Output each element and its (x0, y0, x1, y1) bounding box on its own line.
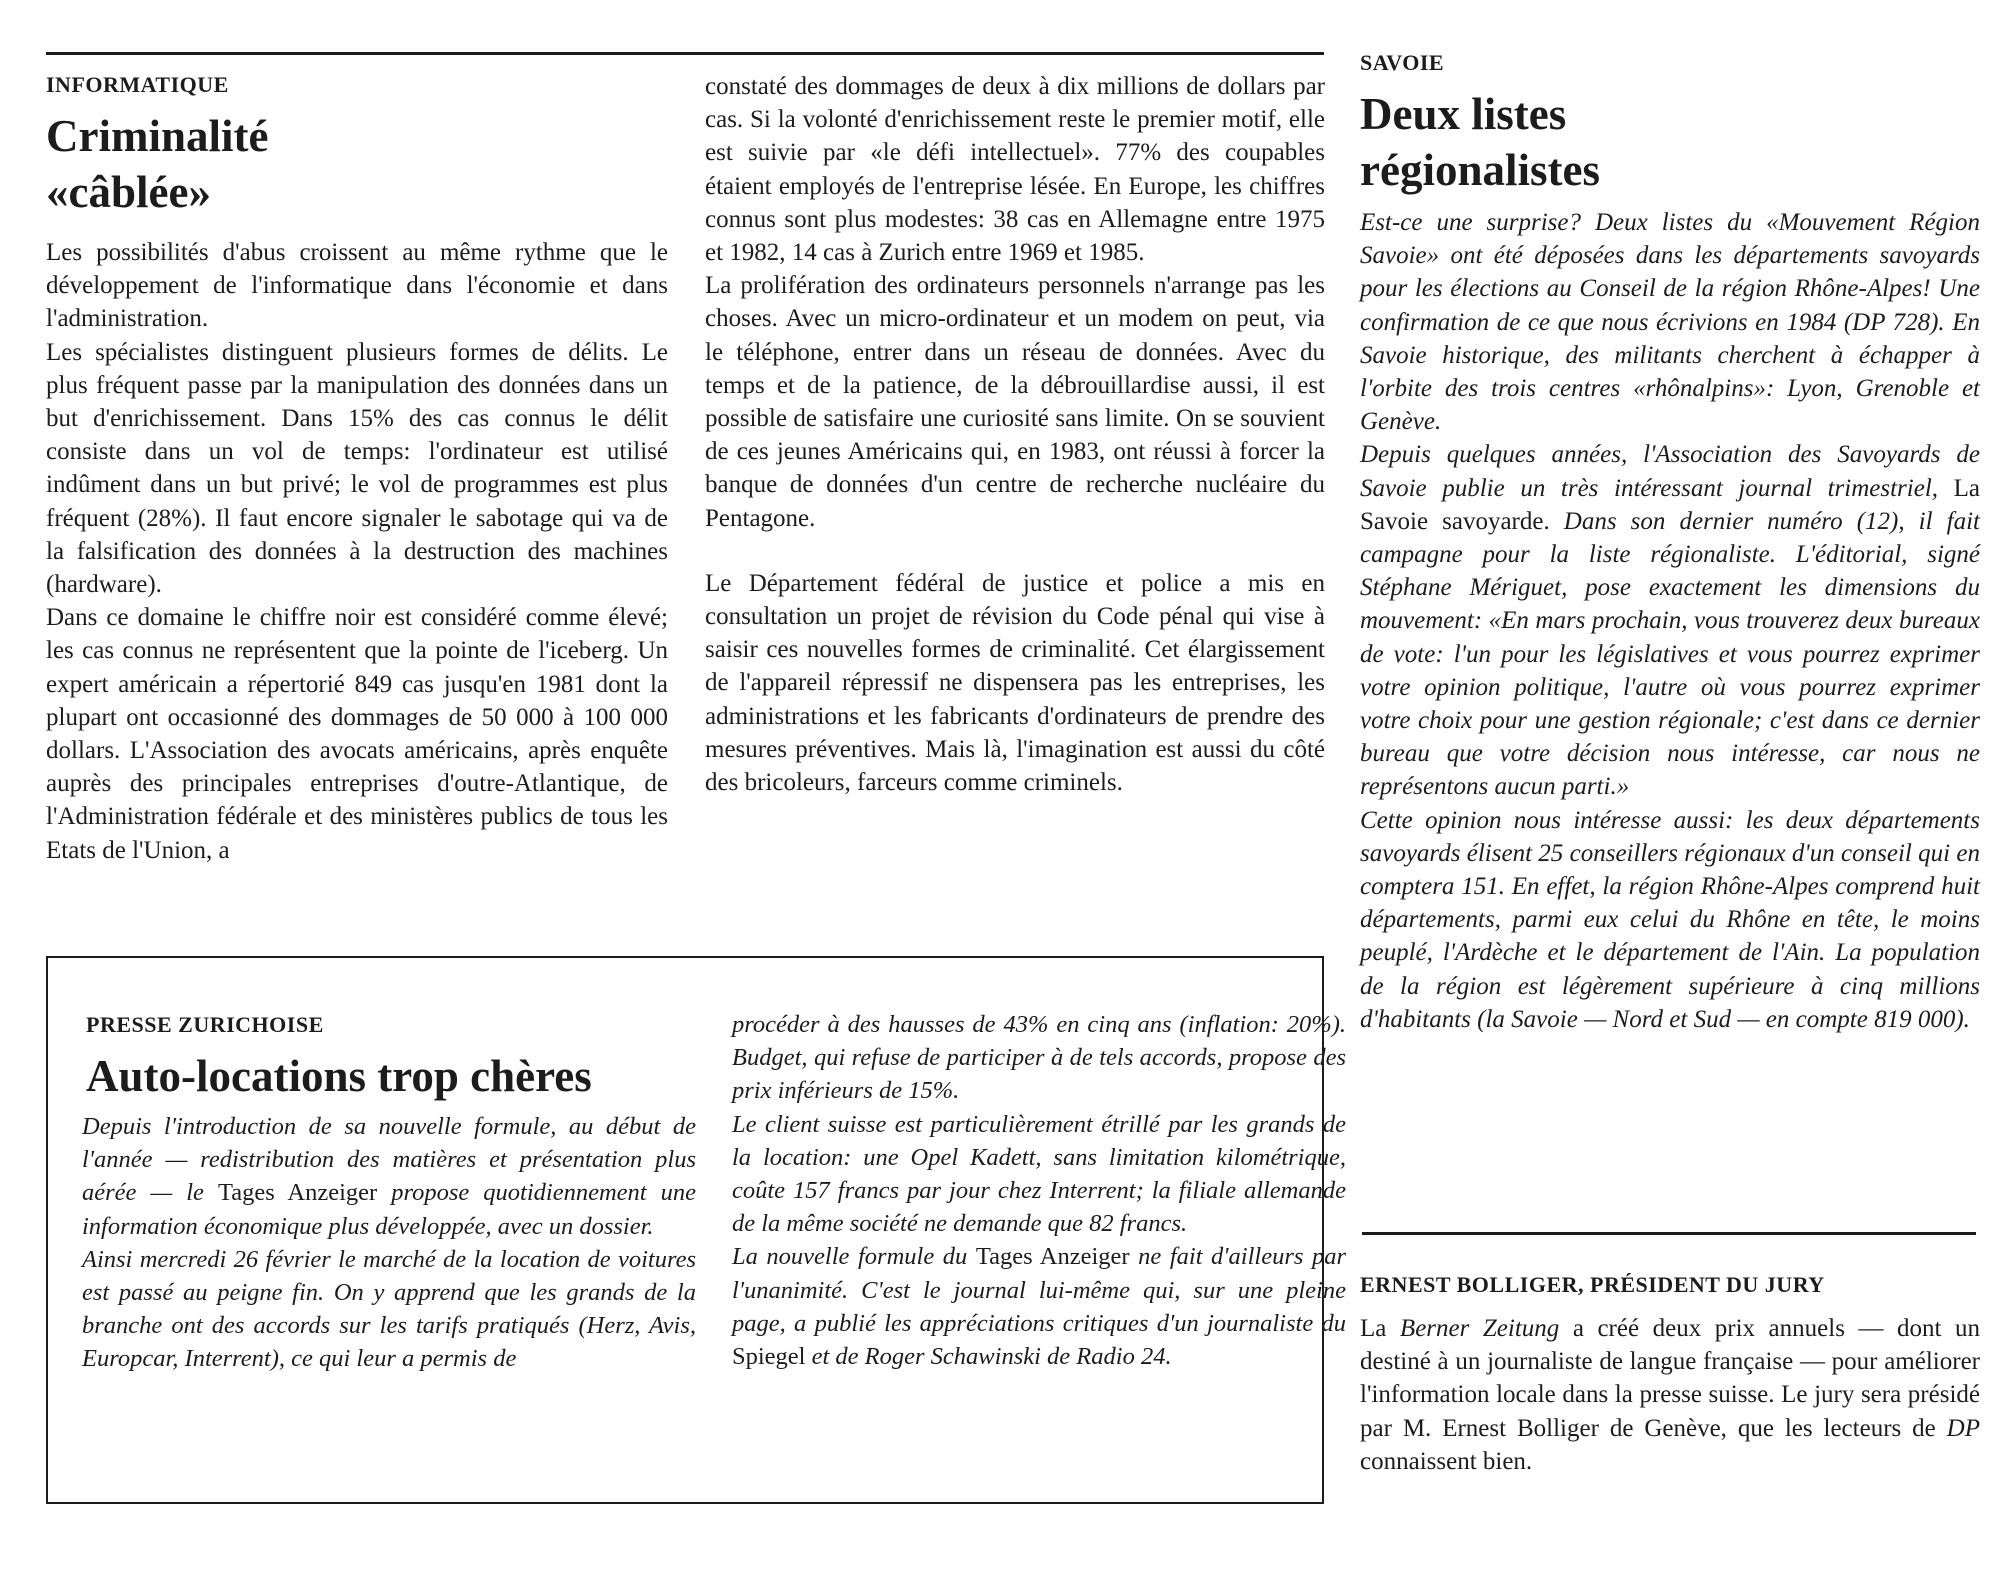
informatique-kicker: INFORMATIQUE (46, 72, 229, 97)
presse-title: Auto-locations trop chères (86, 1051, 592, 1101)
informatique-paragraph: Le Département fédéral de justice et police a mis en consultation un projet de révision du Code pénal qui vise à saisir ces nouvelles formes de criminalité. Cet élargissement de l'appareil répressif ne dispensera pas les entreprises, les administrations et les fabricants d'ordinateurs de prendre des mesures préventives. Mais là, l'imagination est aussi du côté des bricoleurs, farceurs comme criminels. (705, 569, 1325, 797)
presse-text: ne fait d'ailleurs par l'unanimité. C'est le journal lui-même qui, sur une pleine page, a publié les appréciations critiques d'un journaliste du (732, 1243, 1347, 1337)
presse-paragraph: Ainsi mercredi 26 février le marché de la location de voitures est passé au peigne fin. On y apprend que les grands de la branche ont des accords sur les tarifs pratiqués (Herz, Avis, Europcar, Interrent), ce qui leur a permis de (82, 1245, 696, 1373)
savoie-kicker: SAVOIE (1360, 50, 1445, 75)
bolliger-text: La (1360, 1315, 1400, 1342)
informatique-column-1 (46, 236, 668, 867)
savoie-paragraph: Est-ce une surprise? Deux listes du «Mouvement Région Savoie» ont été déposées dans les départements savoyards pour les élections au Conseil de la région Rhône-Alpes! Une confirmation de ce que nous écrivions en 1984 (DP 728). En Savoie historique, des militants cherchent à échapper à l'orbite des trois centres «rhônalpins»: Lyon, Grenoble et Genève. (1360, 209, 1980, 436)
informatique-title-line2: «câblée» (46, 167, 211, 217)
presse-paragraph: procéder à des hausses de 43% en cinq ans (inflation: 20%). Budget, qui refuse de participer à de tels accords, propose des prix inférieurs de 15%. (732, 1011, 1346, 1105)
savoie-title (1360, 86, 1600, 198)
tages-anzeiger-name: Tages Anzeiger (217, 1179, 378, 1207)
right-separator-rule (1362, 1232, 1976, 1235)
presse-paragraph: Le client suisse est particulièrement étrillé par les grands de la location: une Opel Kadett, sans limitation kilométrique, coûte 157 francs par jour chez Interrent; la filiale allemande de la même société ne demande que 82 francs. (732, 1110, 1346, 1238)
presse-kicker: PRESSE ZURICHOISE (86, 1012, 324, 1037)
informatique-paragraph: La prolifération des ordinateurs personnels n'arrange pas les choses. Avec un micro-ordinateur et un modem on peut, via le téléphone, entrer dans un réseau de données. Avec du temps et de la patience, de la débrouillardise aussi, il est possible de satisfaire une curiosité sans limite. On se souvient de ces jeunes Américains qui, en 1983, ont réussi à forcer la banque de données d'un centre de recherche nucléaire du Pentagone. (705, 272, 1325, 532)
tages-anzeiger-name: Tages Anzeiger (975, 1243, 1130, 1271)
bolliger-text: connaissent bien. (1360, 1447, 1533, 1475)
informatique-column-2 (705, 70, 1325, 799)
savoie-paragraph: Cette opinion nous intéresse aussi: les deux départements savoyards élisent 25 conseillers régionaux d'un conseil qui en comptera 151. En effet, la région Rhône-Alpes comprend huit départements, parmi eux celui du Rhône en tête, le moins peuplé, l'Ardèche et le département de l'Ain. La population de la région est légèrement supérieure à cinq millions d'habitants (la Savoie — Nord et Sud — en compte 819 000). (1360, 806, 1980, 1033)
dp-name: DP (1946, 1414, 1980, 1442)
informatique-paragraph: Dans ce domaine le chiffre noir est considéré comme élevé; les cas connus ne représentent que la pointe de l'iceberg. Un expert américain a répertorié 849 cas jusqu'en 1981 dont la plupart ont occasionné des dommages de 50 000 à 100 000 dollars. L'Association des avocats américains, après enquête auprès des principales entreprises d'outre-Atlantique, de l'Administration fédérale et des ministères publics de tous les Etats de l'Union, a (46, 604, 668, 864)
presse-column-2 (732, 1008, 1346, 1373)
savoie-paragraph (1360, 438, 1980, 803)
presse-paragraph (732, 1240, 1346, 1373)
informatique-paragraph: Les possibilités d'abus croissent au même rythme que le développement de l'informatique dans l'économie et dans l'administration. (46, 239, 668, 333)
top-rule (46, 52, 1324, 55)
informatique-paragraph: constaté des dommages de deux à dix millions de dollars par cas. Si la volonté d'enrichissement reste le premier motif, elle est suivie par «le défi intellectuel». 77% des coupables étaient employés de l'entreprise lésée. En Europe, les chiffres connus sont plus modestes: 38 cas en Allemagne entre 1975 et 1982, 14 cas à Zurich entre 1969 et 1985. (705, 73, 1325, 267)
presse-text: Depuis l'introduction de sa nouvelle formule, au début de l'année — redistribution des matières et présentation plus aérée — le (82, 1113, 696, 1207)
savoie-journal-name: La Savoie savoyarde. (1360, 474, 1980, 535)
savoie-column (1360, 206, 1980, 1036)
spiegel-name: Spiegel (732, 1343, 806, 1371)
informatique-paragraph: Les spécialistes distinguent plusieurs formes de délits. Le plus fréquent passe par la manipulation des données dans un but d'enrichissement. Dans 15% des cas connus le délit consiste dans un vol de temps: l'ordinateur est utilisé indûment dans un but privé; le vol de programmes est plus fréquent (28%). Il faut encore signaler le sabotage qui va de la falsification des données à la destruction des machines (hardware). (46, 338, 668, 599)
savoie-text: Dans son dernier numéro (12), il fait campagne pour la liste régionaliste. L'éditorial, signé Stéphane Mériguet, pose exactement les dimensions du mouvement: «En mars prochain, vous trouverez deux bureaux de vote: l'un pour les législatives et vous pourrez exprimer votre opinion politique, l'autre où vous pourrez exprimer votre choix pour une gestion régionale; c'est dans ce dernier bureau que votre décision nous intéresse, car nous ne représentons aucun parti.» (1360, 507, 1980, 801)
presse-zurichoise-box (46, 956, 1347, 1504)
presse-paragraph (82, 1110, 696, 1243)
informatique-title-line1: Criminalité (46, 111, 269, 161)
informatique-title (46, 108, 268, 220)
presse-column-1 (82, 1110, 696, 1376)
bolliger-kicker: ERNEST BOLLIGER, PRÉSIDENT DU JURY (1360, 1272, 1825, 1297)
presse-text: propose quotidiennement une information économique plus développée, avec un dossier. (82, 1179, 697, 1240)
savoie-title-line2: régionalistes (1360, 145, 1600, 195)
bolliger-paragraph (1360, 1312, 1980, 1478)
bolliger-text: a créé deux prix annuels — dont un destiné à un journaliste de langue française — pour améliorer l'information locale dans la presse suisse. Le jury sera présidé par M. Ernest Bolliger de Genève, que les lecteurs de (1360, 1315, 1980, 1442)
savoie-text: Depuis quelques années, l'Association des Savoyards de Savoie publie un très intéressant journal trimestriel, (1360, 441, 1980, 502)
presse-text: et de Roger Schawinski de Radio 24. (805, 1343, 1172, 1371)
savoie-title-line1: Deux listes (1360, 89, 1567, 139)
berner-zeitung-name: Berner Zeitung (1399, 1315, 1560, 1342)
bolliger-column (1360, 1312, 1980, 1478)
presse-text: La nouvelle formule du (732, 1243, 976, 1271)
